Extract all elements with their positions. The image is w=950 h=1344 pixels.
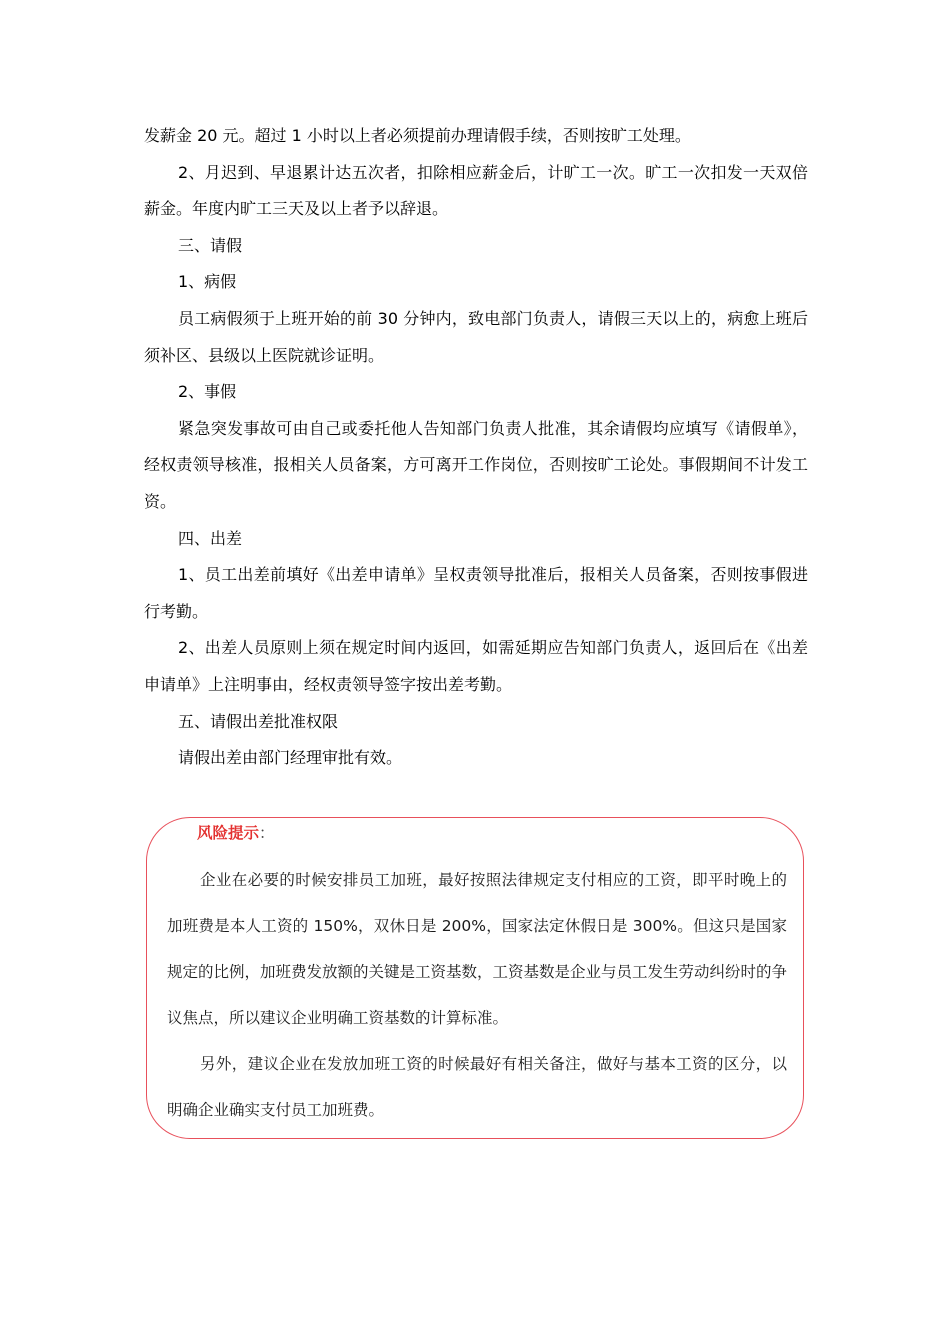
subheading-sick-leave: 1、病假 (178, 272, 237, 292)
document-body (144, 118, 808, 777)
paragraph-trip-return: 2、出差人员原则上须在规定时间内返回，如需延期应告知部门负责人，返回后在《出差申请单》上注明事由，经权责领导签字按出差考勤。 (144, 638, 808, 694)
paragraph-late-early-rule: 2、月迟到、早退累计达五次者，扣除相应薪金后，计旷工一次。旷工一次扣发一天双倍薪金。年度内旷工三天及以上者予以辞退。 (144, 162, 808, 219)
section-heading-business-trip: 四、出差 (178, 528, 243, 548)
paragraph-trip-application: 1、员工出差前填好《出差申请单》呈权责领导批准后，报相关人员备案，否则按事假进行考勤。 (144, 565, 808, 621)
paragraph-approval-authority: 请假出差由部门经理审批有效。 (178, 748, 403, 768)
risk-note-title (197, 821, 275, 845)
risk-note-box (146, 817, 804, 1139)
risk-note-paragraph-remark: 另外，建议企业在发放加班工资的时候最好有相关备注，做好与基本工资的区分，以明确企业确实支付员工加班费。 (167, 1055, 787, 1119)
section-heading-approval-authority: 五、请假出差批准权限 (178, 711, 339, 731)
subheading-personal-leave: 2、事假 (178, 382, 237, 402)
paragraph-overtime-pay-end: 发薪金 20 元。超过 1 小时以上者必须提前办理请假手续，否则按旷工处理。 (144, 126, 691, 145)
risk-note-paragraph-overtime: 企业在必要的时候安排员工加班，最好按照法律规定支付相应的工资，即平时晚上的加班费是本人工资的 150%，双休日是 200%，国家法定休假日是 300%。但这只是国家规定的比例，加班费发放额的关键是工资基数，工资基数是企业与员工发生劳动纠纷时的争议焦点，所以建议企业明确工资基数的计算标准。 (167, 871, 788, 1027)
risk-note-title-colon: ： (259, 824, 275, 842)
risk-note-title-text: 风险提示 (197, 824, 260, 842)
risk-note-body (167, 857, 787, 1133)
paragraph-personal-leave: 紧急突发事故可由自己或委托他人告知部门负责人批准，其余请假均应填写《请假单》，经权责领导核准，报相关人员备案，方可离开工作岗位，否则按旷工论处。事假期间不计发工资。 (144, 418, 808, 511)
section-heading-leave: 三、请假 (178, 235, 243, 255)
paragraph-sick-leave: 员工病假须于上班开始的前 30 分钟内，致电部门负责人，请假三天以上的，病愈上班后须补区、县级以上医院就诊证明。 (144, 308, 808, 365)
